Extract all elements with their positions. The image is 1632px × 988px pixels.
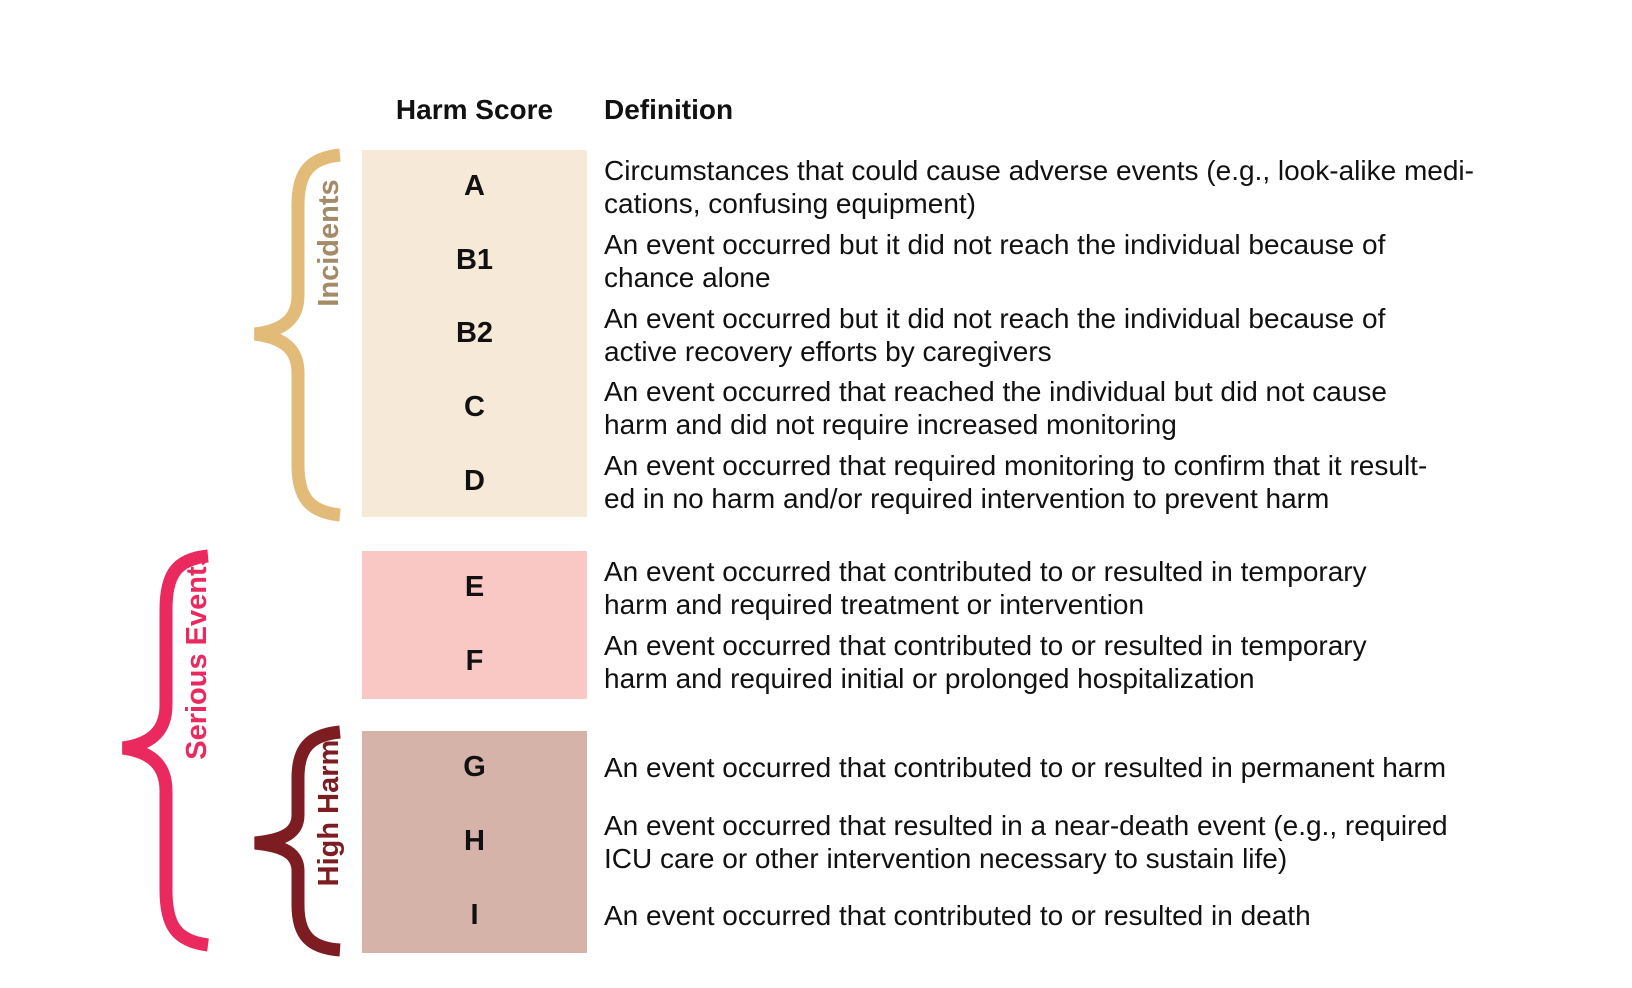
definition-e-line-1: An event occurred that contributed to or resulted in temporary	[604, 556, 1367, 587]
score-f: F	[465, 645, 484, 677]
definition-b1-line-1: An event occurred but it did not reach the individual because of	[604, 229, 1386, 260]
definition-h	[604, 809, 1614, 875]
score-b1: B1	[455, 244, 494, 276]
definition-g-line-1: An event occurred that contributed to or resulted in permanent harm	[604, 752, 1447, 783]
definition-c-line-1: An event occurred that reached the individual but did not cause	[604, 376, 1387, 407]
score-g: G	[463, 751, 486, 783]
definition-c-line-2: harm and did not require increased monitoring	[604, 409, 1177, 440]
incidents-label: Incidents	[313, 179, 345, 307]
definition-e-line-2: harm and required treatment or intervention	[604, 589, 1145, 620]
score-e: E	[464, 571, 485, 603]
definition-e	[604, 555, 1614, 621]
definition-b1-line-2: chance alone	[604, 262, 771, 293]
definition-b2-line-2: active recovery efforts by caregivers	[604, 336, 1052, 367]
score-c: C	[464, 391, 485, 423]
harm-score-header: Harm Score	[395, 94, 554, 125]
definition-i	[604, 899, 1614, 932]
definition-c	[604, 375, 1614, 441]
score-i: I	[470, 899, 479, 931]
definition-d-line-1: An event occurred that required monitoring to confirm that it result-	[604, 450, 1428, 481]
score-h: H	[464, 825, 485, 857]
serious-events-label: Serious Events	[181, 550, 213, 760]
definition-a-line-2: cations, confusing equipment)	[604, 188, 976, 219]
definition-d	[604, 449, 1614, 515]
definition-h-line-1: An event occurred that resulted in a near-death event (e.g., required	[604, 810, 1448, 841]
definition-header: Definition	[604, 94, 734, 125]
definition-b2	[604, 302, 1614, 368]
definition-i-line-1: An event occurred that contributed to or resulted in death	[604, 900, 1311, 931]
high-harm-label: High Harm	[313, 739, 345, 887]
score-a: A	[464, 170, 485, 202]
definition-f-line-1: An event occurred that contributed to or resulted in temporary	[604, 630, 1367, 661]
definition-h-line-2: ICU care or other intervention necessary to sustain life)	[604, 843, 1288, 874]
score-b2: B2	[455, 317, 494, 349]
score-d: D	[464, 465, 485, 497]
definition-f	[604, 629, 1614, 695]
definition-a	[604, 154, 1614, 220]
definition-b2-line-1: An event occurred but it did not reach the individual because of	[604, 303, 1386, 334]
definition-d-line-2: ed in no harm and/or required intervention to prevent harm	[604, 483, 1330, 514]
definition-f-line-2: harm and required initial or prolonged hospitalization	[604, 663, 1255, 694]
definition-a-line-1: Circumstances that could cause adverse events (e.g., look-alike medi-	[604, 155, 1474, 186]
definition-g	[604, 751, 1614, 784]
definition-b1	[604, 228, 1614, 294]
